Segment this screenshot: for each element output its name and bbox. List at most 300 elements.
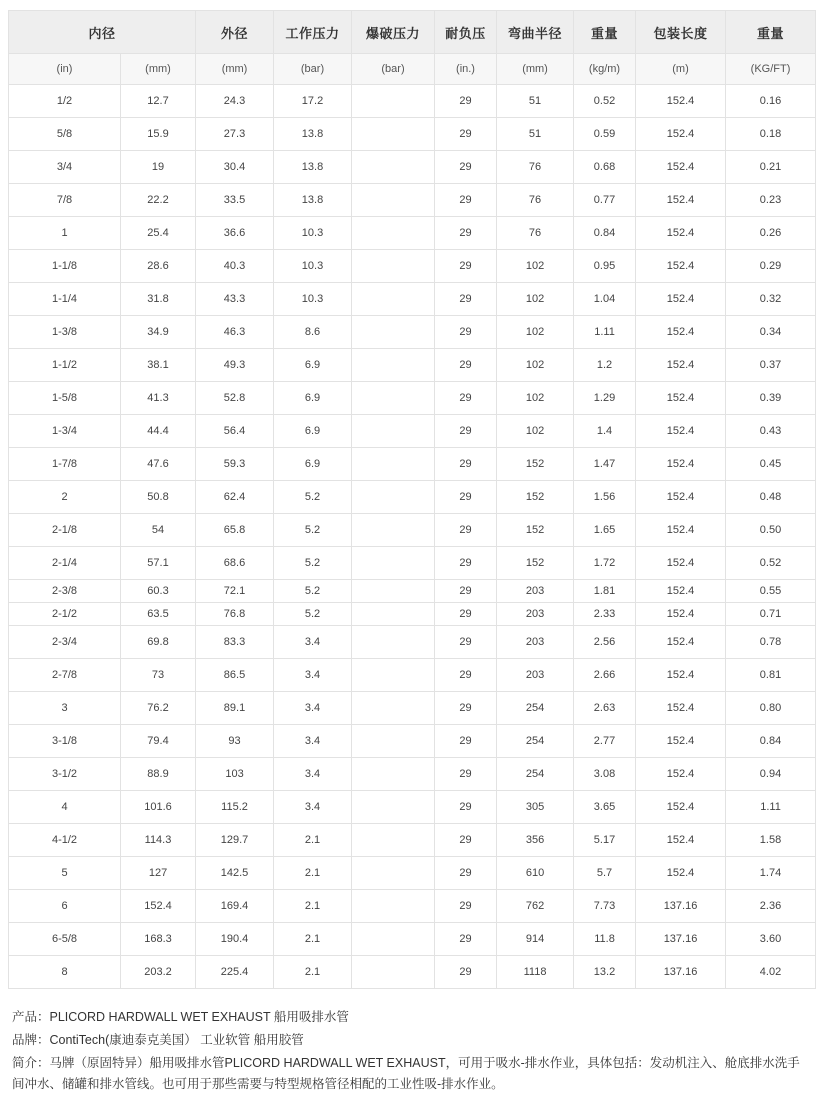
table-cell xyxy=(352,692,435,725)
table-cell: 102 xyxy=(497,349,574,382)
table-cell: 152.4 xyxy=(636,791,726,824)
table-cell: 0.45 xyxy=(726,448,816,481)
table-cell: 38.1 xyxy=(121,349,196,382)
table-cell: 2.1 xyxy=(274,857,352,890)
table-cell: 6 xyxy=(9,890,121,923)
table-cell: 62.4 xyxy=(196,481,274,514)
table-cell: 0.78 xyxy=(726,626,816,659)
table-cell: 13.8 xyxy=(274,184,352,217)
table-row xyxy=(9,923,816,956)
table-row xyxy=(9,857,816,890)
table-row xyxy=(9,250,816,283)
unit-inner-diameter-mm: (mm) xyxy=(121,54,196,85)
table-cell: 0.52 xyxy=(726,547,816,580)
table-row xyxy=(9,151,816,184)
table-cell: 29 xyxy=(435,659,497,692)
table-cell: 11.8 xyxy=(574,923,636,956)
table-cell: 36.6 xyxy=(196,217,274,250)
table-cell: 29 xyxy=(435,547,497,580)
table-cell: 86.5 xyxy=(196,659,274,692)
table-cell: 2.1 xyxy=(274,824,352,857)
table-cell xyxy=(352,316,435,349)
table-cell: 4.02 xyxy=(726,956,816,989)
table-cell: 3.4 xyxy=(274,659,352,692)
header-outer-diameter: 外径 xyxy=(196,11,274,54)
table-cell: 29 xyxy=(435,580,497,603)
table-cell: 0.29 xyxy=(726,250,816,283)
table-cell: 29 xyxy=(435,791,497,824)
table-cell: 1-1/2 xyxy=(9,349,121,382)
table-cell: 152.4 xyxy=(636,118,726,151)
table-cell: 73 xyxy=(121,659,196,692)
table-cell: 2-7/8 xyxy=(9,659,121,692)
table-cell: 3/4 xyxy=(9,151,121,184)
table-cell: 5 xyxy=(9,857,121,890)
table-body xyxy=(9,85,816,989)
table-cell: 3.4 xyxy=(274,791,352,824)
table-cell: 1.56 xyxy=(574,481,636,514)
table-cell: 29 xyxy=(435,184,497,217)
table-cell: 3.4 xyxy=(274,758,352,791)
table-cell: 54 xyxy=(121,514,196,547)
table-row xyxy=(9,603,816,626)
table-cell: 0.81 xyxy=(726,659,816,692)
table-cell: 152 xyxy=(497,481,574,514)
table-cell: 22.2 xyxy=(121,184,196,217)
table-cell: 0.23 xyxy=(726,184,816,217)
table-cell: 1-3/4 xyxy=(9,415,121,448)
table-cell: 6.9 xyxy=(274,448,352,481)
table-cell: 3.60 xyxy=(726,923,816,956)
table-cell: 1/2 xyxy=(9,85,121,118)
unit-inner-diameter-in: (in) xyxy=(9,54,121,85)
table-cell xyxy=(352,151,435,184)
table-cell: 6.9 xyxy=(274,415,352,448)
table-cell: 102 xyxy=(497,415,574,448)
table-cell: 3.4 xyxy=(274,692,352,725)
table-cell: 190.4 xyxy=(196,923,274,956)
table-cell: 29 xyxy=(435,956,497,989)
table-row xyxy=(9,184,816,217)
table-row xyxy=(9,514,816,547)
table-cell: 3.65 xyxy=(574,791,636,824)
table-cell: 1.4 xyxy=(574,415,636,448)
table-cell: 19 xyxy=(121,151,196,184)
table-cell: 102 xyxy=(497,382,574,415)
table-cell: 225.4 xyxy=(196,956,274,989)
table-cell: 24.3 xyxy=(196,85,274,118)
table-cell: 2 xyxy=(9,481,121,514)
table-cell: 152.4 xyxy=(636,857,726,890)
table-cell: 2-1/8 xyxy=(9,514,121,547)
table-cell: 152.4 xyxy=(636,316,726,349)
table-cell: 29 xyxy=(435,824,497,857)
table-cell: 29 xyxy=(435,118,497,151)
table-cell: 914 xyxy=(497,923,574,956)
note-product: 产品：PLICORD HARDWALL WET EXHAUST 船用吸排水管 xyxy=(12,1010,349,1024)
table-cell: 72.1 xyxy=(196,580,274,603)
table-cell: 0.43 xyxy=(726,415,816,448)
table-cell: 29 xyxy=(435,692,497,725)
table-cell: 0.77 xyxy=(574,184,636,217)
table-cell: 0.32 xyxy=(726,283,816,316)
table-cell: 51 xyxy=(497,118,574,151)
product-notes xyxy=(8,1007,815,1113)
table-cell: 4 xyxy=(9,791,121,824)
unit-weight-kgft: (KG/FT) xyxy=(726,54,816,85)
table-cell: 3.08 xyxy=(574,758,636,791)
table-cell xyxy=(352,415,435,448)
table-cell: 0.55 xyxy=(726,580,816,603)
table-cell: 152.4 xyxy=(636,151,726,184)
table-cell: 68.6 xyxy=(196,547,274,580)
table-cell: 254 xyxy=(497,758,574,791)
table-cell: 8.6 xyxy=(274,316,352,349)
table-cell xyxy=(352,824,435,857)
table-cell: 1.72 xyxy=(574,547,636,580)
table-cell: 114.3 xyxy=(121,824,196,857)
table-cell: 203 xyxy=(497,659,574,692)
table-cell: 29 xyxy=(435,857,497,890)
table-cell xyxy=(352,250,435,283)
table-cell: 1 xyxy=(9,217,121,250)
table-cell: 59.3 xyxy=(196,448,274,481)
header-row-labels xyxy=(9,11,816,54)
table-cell: 152.4 xyxy=(636,382,726,415)
table-cell: 152.4 xyxy=(636,824,726,857)
table-cell: 137.16 xyxy=(636,956,726,989)
unit-bend-radius-mm: (mm) xyxy=(497,54,574,85)
table-cell: 29 xyxy=(435,923,497,956)
table-cell: 29 xyxy=(435,481,497,514)
table-cell: 57.1 xyxy=(121,547,196,580)
table-cell: 46.3 xyxy=(196,316,274,349)
table-cell xyxy=(352,85,435,118)
table-cell xyxy=(352,580,435,603)
table-cell: 5.2 xyxy=(274,481,352,514)
table-cell xyxy=(352,217,435,250)
table-cell xyxy=(352,626,435,659)
table-cell: 29 xyxy=(435,250,497,283)
table-cell: 0.84 xyxy=(726,725,816,758)
table-cell: 152 xyxy=(497,514,574,547)
table-cell: 1-7/8 xyxy=(9,448,121,481)
table-cell: 2-3/8 xyxy=(9,580,121,603)
table-cell: 152.4 xyxy=(636,725,726,758)
table-cell: 17.2 xyxy=(274,85,352,118)
table-row xyxy=(9,547,816,580)
table-cell: 610 xyxy=(497,857,574,890)
table-cell: 3.4 xyxy=(274,626,352,659)
table-cell: 13.2 xyxy=(574,956,636,989)
table-cell: 762 xyxy=(497,890,574,923)
header-weight-kgm: 重量 xyxy=(574,11,636,54)
table-cell: 0.34 xyxy=(726,316,816,349)
table-cell xyxy=(352,890,435,923)
table-cell: 28.6 xyxy=(121,250,196,283)
table-cell xyxy=(352,659,435,692)
table-cell: 1-5/8 xyxy=(9,382,121,415)
table-cell: 13.8 xyxy=(274,151,352,184)
specifications-table xyxy=(8,10,816,989)
table-cell: 2.1 xyxy=(274,956,352,989)
header-vacuum-rating: 耐负压 xyxy=(435,11,497,54)
header-row-units xyxy=(9,54,816,85)
table-cell: 203 xyxy=(497,626,574,659)
table-cell: 12.7 xyxy=(121,85,196,118)
table-cell: 1.47 xyxy=(574,448,636,481)
table-row xyxy=(9,890,816,923)
unit-burst-pressure-bar: (bar) xyxy=(352,54,435,85)
table-cell xyxy=(352,603,435,626)
table-cell: 356 xyxy=(497,824,574,857)
table-cell: 203 xyxy=(497,580,574,603)
table-cell xyxy=(352,349,435,382)
table-row xyxy=(9,956,816,989)
table-cell: 47.6 xyxy=(121,448,196,481)
table-cell: 83.3 xyxy=(196,626,274,659)
table-cell xyxy=(352,547,435,580)
note-brand: 品牌：ContiTech(康迪泰克美国） 工业软管 船用胶管 xyxy=(12,1033,304,1047)
table-cell: 65.8 xyxy=(196,514,274,547)
table-cell: 203.2 xyxy=(121,956,196,989)
table-cell: 152.4 xyxy=(636,349,726,382)
table-cell: 34.9 xyxy=(121,316,196,349)
table-cell: 76.8 xyxy=(196,603,274,626)
header-bend-radius: 弯曲半径 xyxy=(497,11,574,54)
table-cell xyxy=(352,514,435,547)
table-cell: 0.71 xyxy=(726,603,816,626)
table-cell: 3.4 xyxy=(274,725,352,758)
table-row xyxy=(9,382,816,415)
table-cell: 29 xyxy=(435,890,497,923)
table-cell: 3 xyxy=(9,692,121,725)
table-cell: 29 xyxy=(435,758,497,791)
table-cell: 63.5 xyxy=(121,603,196,626)
table-cell: 152.4 xyxy=(636,85,726,118)
table-cell: 5.2 xyxy=(274,514,352,547)
table-cell: 1-1/4 xyxy=(9,283,121,316)
table-cell: 1.58 xyxy=(726,824,816,857)
table-cell: 2-1/4 xyxy=(9,547,121,580)
table-header xyxy=(9,11,816,85)
table-cell: 89.1 xyxy=(196,692,274,725)
table-cell: 93 xyxy=(196,725,274,758)
table-cell: 6.9 xyxy=(274,349,352,382)
table-row xyxy=(9,448,816,481)
table-cell: 1.04 xyxy=(574,283,636,316)
table-cell: 169.4 xyxy=(196,890,274,923)
table-cell: 0.59 xyxy=(574,118,636,151)
table-cell: 88.9 xyxy=(121,758,196,791)
table-cell: 10.3 xyxy=(274,283,352,316)
table-cell: 5.7 xyxy=(574,857,636,890)
table-cell: 0.84 xyxy=(574,217,636,250)
table-row xyxy=(9,415,816,448)
table-cell xyxy=(352,448,435,481)
table-cell: 152.4 xyxy=(636,448,726,481)
table-cell: 1.29 xyxy=(574,382,636,415)
table-cell: 49.3 xyxy=(196,349,274,382)
table-cell: 29 xyxy=(435,316,497,349)
table-cell: 30.4 xyxy=(196,151,274,184)
table-cell: 0.80 xyxy=(726,692,816,725)
table-row xyxy=(9,85,816,118)
table-row xyxy=(9,217,816,250)
table-cell: 152.4 xyxy=(636,580,726,603)
table-cell: 60.3 xyxy=(121,580,196,603)
table-cell: 102 xyxy=(497,316,574,349)
table-cell: 29 xyxy=(435,382,497,415)
table-cell: 142.5 xyxy=(196,857,274,890)
table-cell: 129.7 xyxy=(196,824,274,857)
table-cell: 152.4 xyxy=(636,603,726,626)
table-cell: 50.8 xyxy=(121,481,196,514)
table-cell: 152.4 xyxy=(636,659,726,692)
table-row xyxy=(9,580,816,603)
table-cell: 29 xyxy=(435,415,497,448)
table-cell: 29 xyxy=(435,85,497,118)
table-cell: 5.2 xyxy=(274,580,352,603)
table-cell: 29 xyxy=(435,603,497,626)
table-cell: 5/8 xyxy=(9,118,121,151)
table-cell: 29 xyxy=(435,448,497,481)
table-cell: 5.2 xyxy=(274,603,352,626)
table-cell: 1-1/8 xyxy=(9,250,121,283)
table-cell: 10.3 xyxy=(274,250,352,283)
table-cell: 0.26 xyxy=(726,217,816,250)
table-cell: 2.36 xyxy=(726,890,816,923)
table-cell: 0.48 xyxy=(726,481,816,514)
table-cell: 56.4 xyxy=(196,415,274,448)
unit-vacuum-in: (in.) xyxy=(435,54,497,85)
table-cell: 2-1/2 xyxy=(9,603,121,626)
table-cell: 152.4 xyxy=(636,283,726,316)
table-cell xyxy=(352,283,435,316)
table-cell: 152 xyxy=(497,448,574,481)
table-cell: 29 xyxy=(435,725,497,758)
table-cell: 1.11 xyxy=(574,316,636,349)
table-cell: 168.3 xyxy=(121,923,196,956)
table-row xyxy=(9,692,816,725)
table-cell: 51 xyxy=(497,85,574,118)
table-cell: 152.4 xyxy=(636,481,726,514)
table-cell: 254 xyxy=(497,725,574,758)
table-cell: 29 xyxy=(435,626,497,659)
table-cell: 0.95 xyxy=(574,250,636,283)
table-cell: 0.39 xyxy=(726,382,816,415)
table-row xyxy=(9,791,816,824)
table-cell: 1.65 xyxy=(574,514,636,547)
table-cell: 152 xyxy=(497,547,574,580)
table-cell xyxy=(352,118,435,151)
table-cell: 79.4 xyxy=(121,725,196,758)
table-row xyxy=(9,824,816,857)
note-intro: 简介：马牌（原固特异）船用吸排水管PLICORD HARDWALL WET EXHAUST，可用于吸水-排水作业，具体包括：发动机注入、舱底排水洗手间冲水、储罐和排水管线。也可用于那些需要与特型规格管径相配的工业性吸-排水作业。 xyxy=(12,1056,800,1091)
table-row xyxy=(9,481,816,514)
table-cell: 15.9 xyxy=(121,118,196,151)
table-cell: 0.21 xyxy=(726,151,816,184)
table-cell xyxy=(352,382,435,415)
table-cell: 29 xyxy=(435,349,497,382)
table-cell: 152.4 xyxy=(636,415,726,448)
table-cell: 40.3 xyxy=(196,250,274,283)
table-cell: 4-1/2 xyxy=(9,824,121,857)
table-cell: 305 xyxy=(497,791,574,824)
table-cell: 0.18 xyxy=(726,118,816,151)
table-cell xyxy=(352,923,435,956)
table-cell: 102 xyxy=(497,283,574,316)
table-row xyxy=(9,626,816,659)
table-cell xyxy=(352,758,435,791)
table-cell: 1.2 xyxy=(574,349,636,382)
table-cell: 152.4 xyxy=(636,626,726,659)
table-cell: 6.9 xyxy=(274,382,352,415)
header-weight-kgft: 重量 xyxy=(726,11,816,54)
table-cell: 2.56 xyxy=(574,626,636,659)
table-cell: 44.4 xyxy=(121,415,196,448)
table-cell: 2.1 xyxy=(274,890,352,923)
unit-outer-diameter-mm: (mm) xyxy=(196,54,274,85)
table-cell: 31.8 xyxy=(121,283,196,316)
unit-weight-kgm: (kg/m) xyxy=(574,54,636,85)
table-cell: 152.4 xyxy=(636,692,726,725)
table-cell: 43.3 xyxy=(196,283,274,316)
table-row xyxy=(9,349,816,382)
table-cell: 3-1/2 xyxy=(9,758,121,791)
unit-working-pressure-bar: (bar) xyxy=(274,54,352,85)
table-cell: 1.11 xyxy=(726,791,816,824)
table-cell: 6-5/8 xyxy=(9,923,121,956)
table-cell: 152.4 xyxy=(636,250,726,283)
table-cell: 1.74 xyxy=(726,857,816,890)
table-cell: 1118 xyxy=(497,956,574,989)
table-cell: 2.77 xyxy=(574,725,636,758)
table-cell: 254 xyxy=(497,692,574,725)
table-cell: 52.8 xyxy=(196,382,274,415)
table-cell: 203 xyxy=(497,603,574,626)
table-cell: 7.73 xyxy=(574,890,636,923)
table-cell xyxy=(352,184,435,217)
table-cell: 10.3 xyxy=(274,217,352,250)
header-working-pressure: 工作压力 xyxy=(274,11,352,54)
table-cell: 152.4 xyxy=(636,217,726,250)
header-burst-pressure: 爆破压力 xyxy=(352,11,435,54)
table-cell: 29 xyxy=(435,151,497,184)
table-cell: 137.16 xyxy=(636,923,726,956)
table-cell: 29 xyxy=(435,283,497,316)
table-cell: 0.50 xyxy=(726,514,816,547)
table-cell: 101.6 xyxy=(121,791,196,824)
table-cell: 103 xyxy=(196,758,274,791)
table-cell: 33.5 xyxy=(196,184,274,217)
table-cell: 0.16 xyxy=(726,85,816,118)
table-cell: 115.2 xyxy=(196,791,274,824)
table-row xyxy=(9,758,816,791)
table-cell: 2-3/4 xyxy=(9,626,121,659)
table-cell: 29 xyxy=(435,514,497,547)
table-cell: 29 xyxy=(435,217,497,250)
table-cell: 2.66 xyxy=(574,659,636,692)
table-cell xyxy=(352,857,435,890)
table-cell xyxy=(352,956,435,989)
table-cell: 152.4 xyxy=(636,758,726,791)
table-cell: 127 xyxy=(121,857,196,890)
table-cell: 1.81 xyxy=(574,580,636,603)
header-inner-diameter: 内径 xyxy=(9,11,196,54)
table-cell: 13.8 xyxy=(274,118,352,151)
table-cell: 25.4 xyxy=(121,217,196,250)
